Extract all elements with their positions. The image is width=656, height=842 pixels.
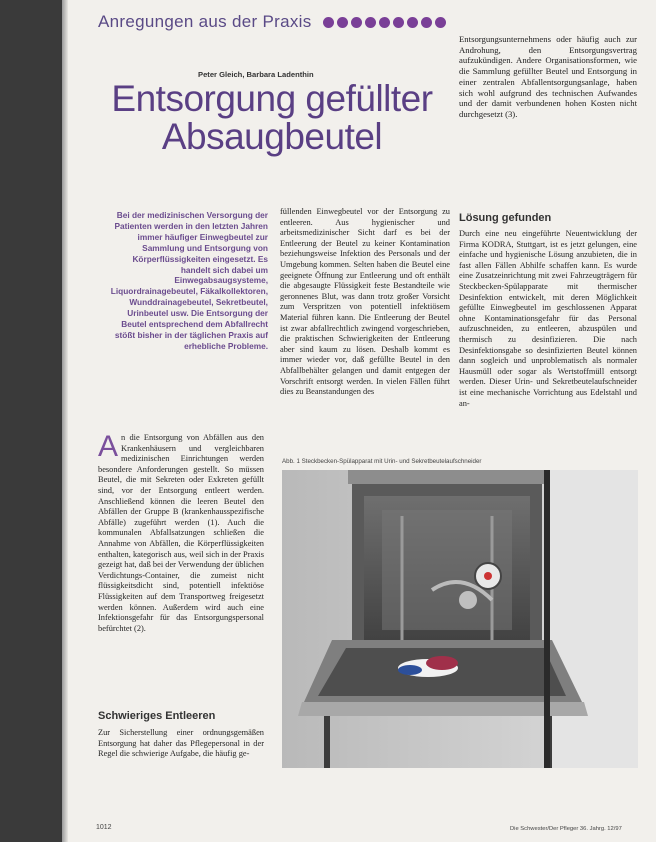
section-title: Anregungen aus der Praxis <box>98 12 312 31</box>
journal-footer: Die Schwester/Der Pfleger 36. Jahrg. 12/97 <box>510 826 622 832</box>
header-dot <box>407 17 418 28</box>
figure-caption: Abb. 1 Steckbecken-Spülapparat mit Urin- und Sekretbeutelaufschneider <box>282 458 482 465</box>
article-authors: Peter Gleich, Barbara Ladenthin <box>198 70 314 79</box>
article-lead: Bei der medizinischen Versorgung der Patienten werden in den letzten Jahren immer häufiger Einwegbeutel zur Sammlung und Entsorgung von Körperflüssigkeiten eingesetzt. Es handelt sich dabei um Einwegabsaugsysteme, Liquordrainagebeutel, Fäkalkollektoren, Wunddrainagebeutel, Sekretbeutel, Urinbeutel usw. Die Entsorgung der Beutel entsprechend dem Abfallrecht stößt bisher in der täglichen Praxis auf erhebliche Probleme. <box>110 210 268 351</box>
heading-schwieriges-entleeren: Schwieriges Entleeren <box>98 710 216 722</box>
header-dot <box>351 17 362 28</box>
figure-photo <box>282 470 638 768</box>
header-dot <box>421 17 432 28</box>
col1-body <box>98 430 264 634</box>
col3-body <box>459 229 637 409</box>
col2-text: füllenden Einwegbeutel vor der Entsorgung zu entleeren. Aus hygienischer und arbeitsmedizinischer Sicht darf es bei der Entleerung der Beutel zu keiner Kontamination beziehungsweise Infektion des Personals und der Umgebung kommen. Selten haben die Beutel eine geeignete Öffnung zur Entleerung und oft enthält die abgesaugte Flüssigkeit feste Bestandteile wie geronnenes Blut, was dann trotz großer Vorsicht zum Verspritzen von potentiell infektiösem Material führen kann. Die Entleerung der Beutel ist zwar abfallrechtlich zwingend vorgeschrieben, die praktischen Schwierigkeiten der Entleerung aber sind kaum zu lösen. Deshalb kommt es immer wieder vor, daß gefüllte Beutel in den Abfallbehälter gelangen und damit entgegen der Vorschrift entsorgt werden. In vielen Fällen führt dies zu Beanstandungen des <box>280 207 450 397</box>
col1-text: n die Entsorgung von Abfällen aus den Krankenhäusern und vergleichbaren medizinischen Einrichtungen werden besondere Anforderungen gestellt. So müssen Beutel, die mit Sekreten oder Exkreten gefüllt sind, vor der Entsorgung entleert werden. Anschließend können die leeren Beutel den Abfällen der Gruppe B (krankenhausspezifische Abfälle) zugeführt werden (1). Auch die kommunalen Abfallsatzungen schließen die Annahme von Abfällen, die Körperflüssigkeiten enthalten, kategorisch aus, weil sich in der Praxis gezeigt hat, daß bei der Verwendung der üblichen Verdichtungs-Container, die zumeist nicht flüssigkeitsdicht sind, potentiell infektiöse Flüssigkeiten auf dem Transportweg freigesetzt werden können. Außerdem wird auch eine Infektionsgefahr für das Entsorgungspersonal befürchtet (2). <box>98 433 264 633</box>
col3-top <box>459 34 637 120</box>
header-dot <box>393 17 404 28</box>
section-header <box>98 12 449 32</box>
dishwasher-illustration <box>282 470 638 768</box>
article-title: Entsorgung gefüllter Absaugbeutel <box>111 78 433 157</box>
header-dot <box>323 17 334 28</box>
col3-top-text: Entsorgungsunternehmens oder häufig auch zur Androhung, den Entsorgungsvertrag aufzukündigen. Andere Organisationsformen, wie die Sammlung gefüllter Beutel und Entsorgung in einer zentralen Abfallentsorgungsanlage, haben sich wohl aufgrund des technischen Aufwandes und der damit verbundenen hohen Kosten nicht durchgesetzt (3). <box>459 34 637 119</box>
header-dots <box>323 12 449 32</box>
drop-cap: A <box>98 430 119 463</box>
header-dot <box>365 17 376 28</box>
heading-loesung-gefunden: Lösung gefunden <box>459 212 552 224</box>
col1b-text: Zur Sicherstellung einer ordnungsgemäßen Entsorgung hat daher das Pflegepersonal in der Regel die schwierige Aufgabe, die häufig ge- <box>98 728 264 759</box>
col3-text: Durch eine neu eingeführte Neuentwicklung der Firma KODRA, Stuttgart, ist es jetzt gelungen, eine einfache und hygienische Lösung anzubieten, die in fast allen Fällen Abhilfe schaffen kann. Es wurde eine Zusatzeinrichtung mit zwei Fahrzeugträgern für Steckbecken-Spülapparate mit thermischer Desinfektion entwickelt, mit deren Möglichkeit gefüllte Einwegbeutel im geschlossenen Apparat ohne Kontaminationsgefahr für das Personal aufzuschneiden, zu entleeren, abzuspülen und thermisch zu desinfizieren. Die nach Desinfektionsgabe so desinfizierten Beutel können dann sogleich und unproblematisch als normaler Hausmüll oder sogar als Wertstoffmüll entsorgt werden. Dieser Urin- und Sekretbeutelaufschneider ist eine mechanische Vorrichtung aus Edelstahl und an- <box>459 229 637 408</box>
col1b-body <box>98 728 264 760</box>
header-dot <box>435 17 446 28</box>
col2-body <box>280 207 450 398</box>
header-dot <box>337 17 348 28</box>
header-dot <box>379 17 390 28</box>
page-number: 1012 <box>96 824 112 831</box>
page-spine <box>62 0 68 842</box>
